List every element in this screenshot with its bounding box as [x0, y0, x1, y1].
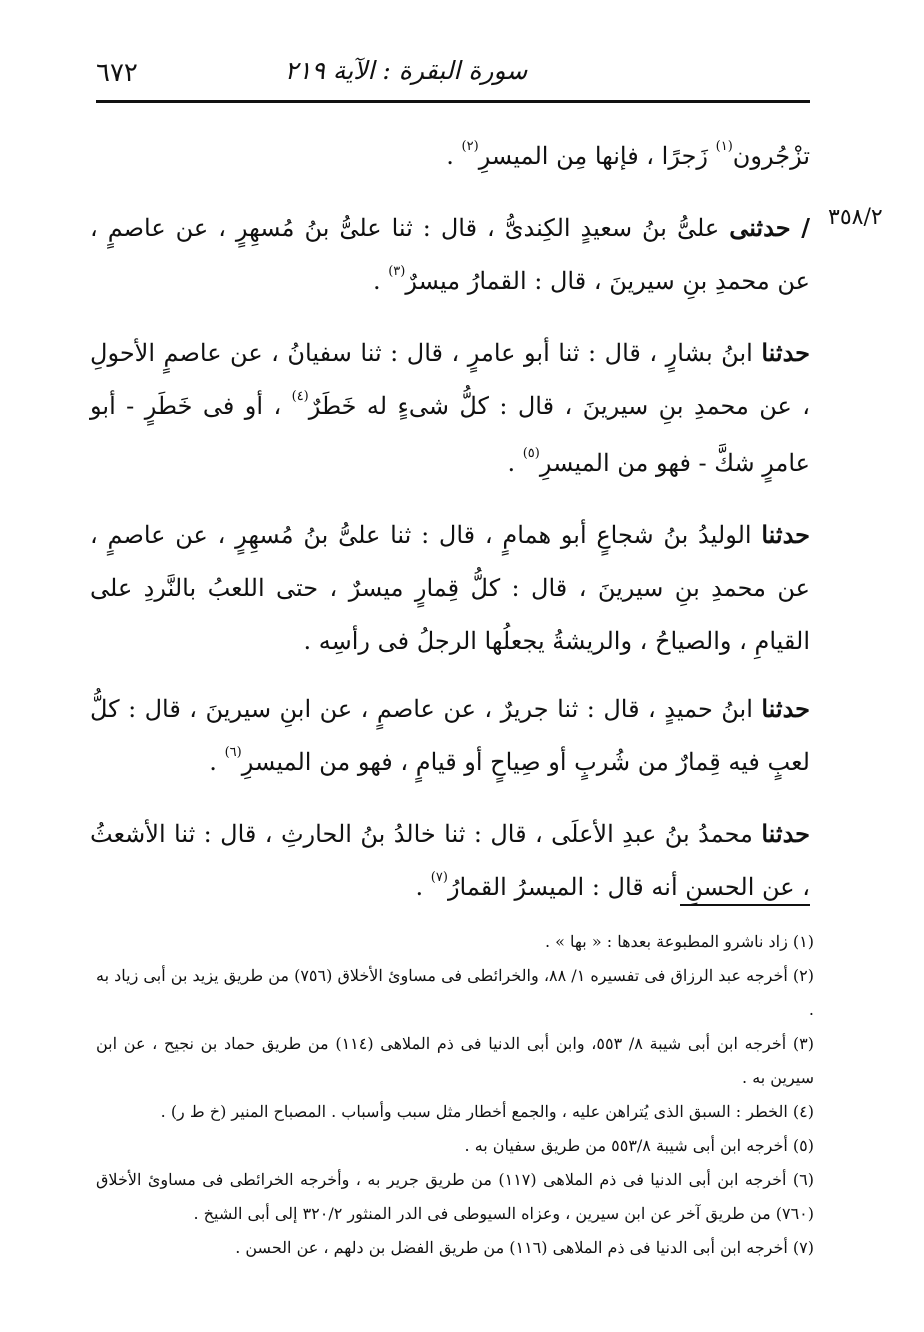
hadith-lead: حدثنا [761, 819, 810, 848]
text-span: . [209, 748, 225, 776]
footnote-3: (٣) أخرجه ابن أبى شيبة ٨/ ٥٥٣، وابن أبى الدنيا فى ذم الملاهى (١١٤) من طريق حماد بن نجيح ، عن ابن سيرين به . [96, 1034, 815, 1087]
paragraph-5 [90, 682, 810, 793]
paragraph-2 [90, 201, 810, 312]
footnote-4: (٤) الخطر : السبق الذى يُتراهن عليه ، والجمع أخطار مثل سبب وأسباب . المصباح المنير (خ ط ر) . [160, 1102, 814, 1121]
text-span: محمدُ بنُ عبدِ الأعلَى ، قال : ثنا خالدُ بنُ الحارثِ ، قال : ثنا الأشعثُ ، عن الحسنِ أنه قال : الميسرُ القمارُ [90, 820, 810, 901]
footnote-ref: (٣) [388, 264, 406, 279]
footnote-1: (١) زاد ناشرو المطبوعة بعدها : « بها » . [545, 932, 814, 951]
text-span: الوليدُ بنُ شجاعٍ أبو همامٍ ، قال : ثنا علىُّ بنُ مُسهِرٍ ، عن عاصمٍ ، عن محمدِ بنِ سيرينَ ، قال : كلُّ قِمارٍ ميسرٌ ، حتى اللعبُ بالنَّردِ على القيامِ ، والصياحُ ، والريشةُ يجعلُها الرجلُ فى رأسِه . [90, 521, 810, 655]
footnote-6: (٦) أخرجه ابن أبى الدنيا فى ذم الملاهى (١١٧) من طريق جرير به ، وأخرجه الخرائطى فى مساوئ الأخلاق (٧٦٠) من طريق آخر عن ابن سيرين ، وعزاه السيوطى فى الدر المنثور ٣٢٠/٢ إلى أبى الشيخ . [96, 1170, 814, 1223]
footnote-7: (٧) أخرجه ابن أبى الدنيا فى ذم الملاهى (١١٦) من طريق الفضل بن دلهم ، عن الحسن . [235, 1238, 814, 1257]
text-span: . [507, 449, 523, 477]
paragraph-1 [90, 130, 810, 187]
running-title: سورة البقرة : الآية ٢١٩ [284, 56, 528, 85]
hadith-lead: حدثنا [761, 520, 810, 549]
hadith-lead: / حدثنى [729, 213, 811, 242]
paragraph-6 [90, 807, 810, 918]
footnote-ref: (٥) [522, 446, 540, 461]
text-span: ابنُ بشارٍ ، قال : ثنا أبو عامرٍ ، قال : ثنا سفيانُ ، عن عاصمٍ الأحولِ ، عن محمدِ بنِ سيرينَ ، قال : كلُّ شىءٍ له خَطَرٌ [90, 339, 810, 420]
text-span: . [446, 142, 462, 170]
text-span: ابنُ حميدٍ ، قال : ثنا جريرٌ ، عن عاصمٍ ، عن ابنِ سيرينَ ، قال : كلُّ لعبٍ فيه قِمارٌ من شُربٍ أو صِياحٍ أو قيامٍ ، فهو من الميسرِ [90, 695, 810, 776]
margin-reference: ٣٥٨/٢ [828, 205, 883, 230]
text-span: علىُّ بنُ سعيدٍ الكِندىُّ ، قال : ثنا علىُّ بنُ مُسهِرٍ ، عن عاصمٍ ، عن محمدِ بنِ سيرينَ ، قال : القمارُ ميسرٌ [90, 214, 810, 295]
footnote-ref: (١) [715, 139, 733, 154]
text-span: زَجرًا ، فإنها مِن الميسرِ [478, 142, 716, 170]
text-span: . [372, 267, 389, 295]
footnotes [96, 925, 814, 1265]
footnote-2: (٢) أخرجه عبد الرزاق فى تفسيره ١/ ٨٨، والخرائطى فى مساوئ الأخلاق (٧٥٦) من طريق يزيد بن أبى زياد به . [96, 966, 814, 1019]
hadith-lead: حدثنا [761, 694, 810, 723]
hadith-lead: حدثنا [761, 338, 810, 367]
footnote-ref: (٢) [461, 139, 479, 154]
page-number: ٦٧٢ [96, 58, 138, 88]
paragraph-3 [90, 326, 810, 494]
footnote-5: (٥) أخرجه ابن أبى شيبة ٥٥٣/٨ من طريق سفيان به . [464, 1136, 814, 1155]
paragraph-4 [90, 508, 810, 668]
footnote-separator [680, 904, 810, 906]
header-rule [96, 100, 810, 103]
text-span: تزْجُرون [732, 142, 810, 170]
text-span: ، أو فى خَطَرٍ - أبو عامرٍ شكَّ - فهو من الميسرِ [90, 392, 810, 477]
text-span: . [415, 873, 431, 901]
footnote-ref: (٧) [430, 870, 448, 885]
footnote-ref: (٤) [291, 389, 309, 404]
page-header [96, 54, 810, 94]
main-text [90, 130, 810, 932]
footnote-ref: (٦) [224, 745, 242, 760]
